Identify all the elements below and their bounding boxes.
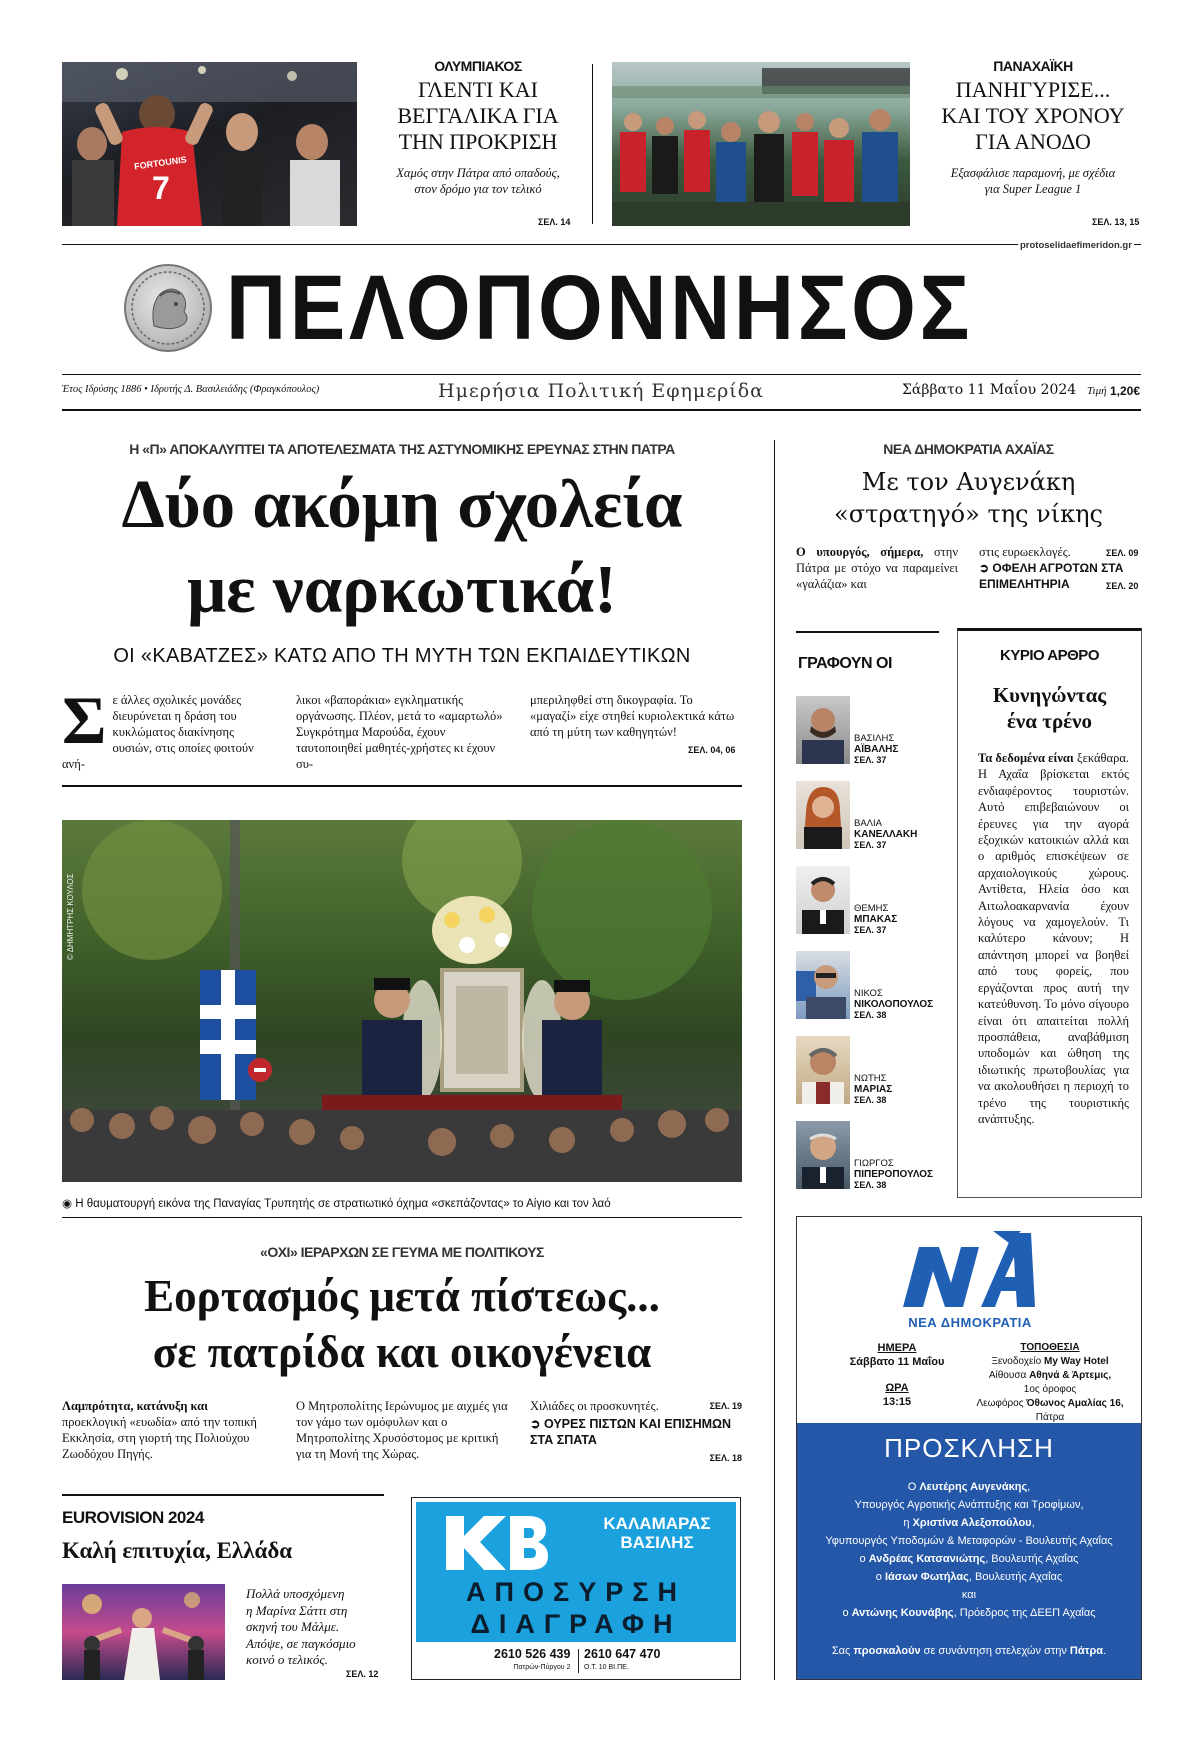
writers-title: ΓΡΑΦΟΥΝ ΟΙ — [798, 655, 892, 672]
kalamaras-phone-1[interactable]: 2610 526 439 Πατρών-Πύργου 2 — [494, 1647, 571, 1671]
eurovision-headline[interactable]: Καλή επιτυχία, Ελλάδα — [62, 1538, 293, 1563]
masthead-date: Σάββατο 11 Μαΐου 2024 — [902, 382, 1077, 398]
right-page-1: ΣΕΛ. 09 — [1106, 548, 1139, 558]
lead-headline[interactable]: Δύο ακόμη σχολεία με ναρκωτικά! — [121, 466, 683, 627]
lead-page: ΣΕΛ. 04, 06 — [688, 745, 736, 755]
writer-marias[interactable]: ΝΩΤΗΣ ΜΑΡΙΑΣ ΣΕΛ. 38 — [796, 1036, 956, 1106]
writer-bakas[interactable]: ΘΕΜΗΣ ΜΠΑΚΑΣ ΣΕΛ. 37 — [796, 866, 956, 936]
top-right-page: ΣΕΛ. 13, 15 — [1092, 217, 1140, 227]
camera-icon: ◉ — [62, 1198, 76, 1210]
writer-photo — [796, 696, 850, 764]
arrow-icon: ➲ — [530, 1417, 544, 1431]
kalamaras-phone-2[interactable]: 2610 647 470 Ο.Τ. 10 ΒΙ.ΠΕ. — [584, 1647, 661, 1671]
top-right-headline: ΠΑΝΗΓΥΡΙΣΕ... ΚΑΙ ΤΟΥ ΧΡΟΝΟΥ ΓΙΑ ΑΝΟΔΟ — [941, 77, 1125, 154]
kalamaras-services: ΑΠΟΣΥΡΣΗ ΔΙΑΓΡΑΦΗ — [466, 1577, 686, 1639]
eurovision-photo — [62, 1584, 225, 1680]
lead-subhead: ΟΙ «ΚΑΒΑΤΖΕΣ» ΚΑΤΩ ΑΠΟ ΤΗ ΜΥΤΗ ΤΩΝ ΕΚΠΑΙΔΕΥΤΙΚΩΝ — [113, 645, 691, 667]
top-right-photo — [612, 62, 910, 226]
kalamaras-name: ΚΑΛΑΜΑΡΑΣ ΒΑΣΙΛΗΣ — [603, 1514, 711, 1552]
nd-day-block: ΗΜΕΡΑ Σάββατο 11 Μαΐου ΩΡΑ 13:15 — [849, 1342, 945, 1408]
second-headline[interactable]: Εορτασμός μετά πίστεως... σε πατρίδα και οικογένεια — [144, 1271, 660, 1377]
masthead-tagline: Ημερήσια Πολιτική Εφημερίδα — [438, 380, 764, 402]
top-column-divider — [592, 64, 593, 224]
writer-photo — [796, 781, 850, 849]
writers-rule — [796, 631, 939, 633]
procession-illustration — [62, 820, 742, 1182]
eurovision-page: ΣΕΛ. 12 — [346, 1669, 379, 1679]
writer-photo — [796, 1036, 850, 1104]
masthead-price: 1,20€ — [1110, 384, 1141, 398]
nd-invite-title: ΠΡΟΣΚΛΗΣΗ — [884, 1433, 1054, 1463]
right-text-2: στις ευρωεκλογές. — [979, 545, 1071, 559]
eurovision-text: Πολλά υποσχόμενη η Μαρίνα Σάττι στη σκηνή του Μάλμε. Απόψε, σε παγκόσμιο κοινό ο τελικός. — [246, 1586, 356, 1667]
top-left-story[interactable] — [368, 58, 588, 197]
right-headline[interactable]: Με τον Αυγενάκη «στρατηγό» της νίκης — [834, 468, 1103, 528]
lead-col-1: ε άλλες σχολικές μονάδες διευρύνεται η δράση του κυκλώματος διακίνησης ουσιών, στις οποίες φοιτούν ανή- — [62, 693, 254, 771]
right-text: Ο υπουργός, σήμερα, στην Πάτρα με στόχο να παραμείνει «γαλάζια» και — [796, 545, 958, 591]
editorial-label: ΚΥΡΙΟ ΑΡΘΡΟ — [1000, 647, 1099, 664]
lead-body — [62, 682, 742, 772]
arrow-icon: ➲ — [979, 561, 993, 575]
lead-dropcap: Σ — [62, 682, 107, 758]
procession-photo — [62, 820, 742, 1182]
top-rule — [62, 244, 1141, 245]
writer-nikolopoulos[interactable]: ΝΙΚΟΣ ΝΙΚΟΛΟΠΟΥΛΟΣ ΣΕΛ. 38 — [796, 951, 956, 1021]
kalamaras-ad[interactable] — [411, 1497, 741, 1680]
photo-credit: © ΔΗΜΗΤΡΗΣ ΚΟΥΛΟΣ — [66, 873, 75, 960]
writer-piperopoulos[interactable]: ΓΙΩΡΓΟΣ ΠΙΠΕΡΟΠΟΥΛΟΣ ΣΕΛ. 38 — [796, 1121, 956, 1191]
top-left-deck: Χαμός στην Πάτρα από οπαδούς, στον δρόμο για τον τελικό — [396, 166, 560, 196]
second-kicker: «ΟΧΙ» ΙΕΡΑΡΧΩΝ ΣΕ ΓΕΥΜΑ ΜΕ ΠΟΛΙΤΙΚΟΥΣ — [260, 1244, 544, 1260]
writer-kanellaki[interactable]: ΒΑΛΙΑ ΚΑΝΕΛΛΑΚΗ ΣΕΛ. 37 — [796, 781, 956, 851]
top-left-page: ΣΕΛ. 14 — [538, 217, 571, 227]
kb-logo-icon — [440, 1512, 550, 1574]
team-illustration — [612, 62, 910, 226]
masthead-rule-bottom — [62, 409, 1141, 411]
fans-illustration — [62, 62, 357, 226]
lead-kicker: Η «Π» ΑΠΟΚΑΛΥΠΤΕΙ ΤΑ ΑΠΟΤΕΛΕΣΜΑΤΑ ΤΗΣ ΑΣΤΥΝΟΜΙΚΗΣ ΕΡΕΥΝΑΣ ΣΤΗΝ ΠΑΤΡΑ — [129, 441, 675, 457]
right-page-2: ΣΕΛ. 20 — [1106, 581, 1139, 591]
right-teaser: ➲ ΟΦΕΛΗ ΑΓΡΟΤΩΝ ΣΤΑ ΕΠΙΜΕΛΗΤΗΡΙΑ — [979, 561, 1124, 591]
masthead-rule-top — [62, 374, 1141, 375]
main-column-divider — [774, 440, 775, 1680]
photo-caption: ◉ Η θαυματουργή εικόνα της Παναγίας Τρυπητής σε στρατιωτικό όχημα «σκεπάζοντας» το Αίγιο και τον λαό — [62, 1198, 611, 1210]
nd-logo-text: ΝΕΑ ΔΗΜΟΚΡΑΤΙΑ — [908, 1315, 1032, 1330]
masthead-title: ΠΕΛΟΠΟΝΝΗΣΟΣ — [226, 257, 974, 359]
second-col-2: Ο Μητροπολίτης Ιερώνυμος με αιχμές για τον γάμο των ομόφυλων και ο Μητροπολίτης Χρυσόστομος με κριτική για τη Μονή της Χώρας. — [296, 1399, 508, 1461]
caption-rule — [62, 1217, 742, 1218]
shirt-number: 7 — [152, 170, 170, 206]
top-left-photo — [62, 62, 357, 226]
masthead-founded: Έτος Ιδρύσης 1886 • Ιδρυτής Δ. Βασιλειάδης (Φραγκόπουλος) — [62, 384, 320, 395]
second-col-3: Χιλιάδες οι προσκυνητές. ΣΕΛ. 19 ➲ ΟΥΡΕΣ ΠΙΣΤΩΝ ΚΑΙ ΕΠΙΣΗΜΩΝ ΣΤΑ ΣΠΑΤΑ ΣΕΛ. 18 — [530, 1399, 742, 1463]
writer-photo — [796, 1121, 850, 1189]
lead-bottom-rule — [62, 785, 742, 787]
eurovision-rule — [62, 1494, 384, 1496]
writer-photo — [796, 866, 850, 934]
editorial-box[interactable] — [957, 628, 1142, 1198]
writers-list — [796, 696, 956, 1196]
writer-photo — [796, 951, 850, 1019]
lead-col-3: μπεριληφθεί στη δικογραφία. Το «μαγαζί» είχε στηθεί κυριολεκτικά κάτω από τη μύτη των καθηγητών! — [530, 693, 735, 739]
shirt-name: FORTOUNIS — [133, 154, 188, 172]
right-kicker: ΝΕΑ ΔΗΜΟΚΡΑΤΙΑ ΑΧΑΪΑΣ — [883, 441, 1054, 457]
nd-logo-icon — [893, 1227, 1043, 1311]
top-right-deck: Εξασφάλισε παραμονή, με σχέδια για Super League 1 — [950, 166, 1116, 196]
nd-place-block: ΤΟΠΟΘΕΣΙΑ Ξενοδοχείο My Way Hotel Αίθουσα Αθηνά & Άρτεμις, 1ος όροφος Λεωφόρος Όθωνος Αμαλίας 16, Πάτρα — [976, 1342, 1124, 1423]
eurovision-kicker: EUROVISION 2024 — [62, 1508, 204, 1527]
masthead-logo-coin — [124, 264, 212, 352]
nd-ad[interactable] — [796, 1216, 1142, 1680]
editorial-headline: Κυνηγώντας ένα τρένο — [992, 683, 1107, 733]
top-left-kicker: ΟΛΥΜΠΙΑΚΟΣ — [434, 58, 522, 74]
nd-invite-panel — [797, 1423, 1141, 1679]
coin-head-icon — [126, 266, 210, 350]
writer-aivalis[interactable]: ΒΑΣΙΛΗΣ ΑΪΒΑΛΗΣ ΣΕΛ. 37 — [796, 696, 956, 766]
top-right-kicker: ΠΑΝΑΧΑΪΚΗ — [993, 58, 1073, 74]
lead-col-2: λικοι «βαποράκια» εγκληματικής οργάνωσης. Πλέον, μετά το «αμαρτωλό» Συγκρότημα Μαρούδα, έχουν ταυτοποιηθεί μαθητές-χρήστες κι έχουν συ- — [296, 693, 503, 771]
top-left-headline: ΓΛΕΝΤΙ ΚΑΙ ΒΕΓΓΑΛΙΚΑ ΓΙΑ ΤΗΝ ΠΡΟΚΡΙΣΗ — [397, 77, 559, 154]
editorial-body: Τα δεδομένα είναι ξεκάθαρα. Η Αχαΐα βρίσκεται εκτός ενδιαφέροντος τουριστών. Αυτό επιβεβαιώνουν οι έρευνες για την αγορά εξοχικών κατοικιών αλλά και ο αριθμός επισκέψεων σε αρχαιολογικούς χώρους. Αντίθετα, Ηλεία όσο και Αιτωλοακαρνανία έχουν λόγους να χαμογελούν. Τι καλύτερο κάνουν; Η απάντηση μπορεί να βοηθεί από τους φορείς, που εργάζονται προς αυτή την κατεύθυνση. Το μόνο σίγουρο είναι ότι απαιτείται πολλή προσπάθεια, αναβάθμιση υποδομών και ώθηση της ιδιωτικής πρωτοβουλίας για να ακολουθήσει η περιοχή το τρένο της τουριστικής ανάπτυξης. — [978, 751, 1130, 1126]
nd-invite-text: Ο Λευτέρης Αυγενάκης, Υπουργός Αγροτικής Ανάπτυξης και Τροφίμων, η Χριστίνα Αλεξοπούλου, Υφυπουργός Υποδομών & Μεταφορών - Βουλευτής Αχαΐας ο Ανδρέας Κατσανιώτης, Βουλευτής Αχαΐας ο Ιάσων Φωτήλας, Βουλευτής Αχαΐας και ο Αντώνης Κουνάβης, Πρόεδρος της ΔΕΕΠ Αχαΐας Σας προσκαλούν σε συνάντηση στελεχών στην Πάτρα. — [825, 1481, 1113, 1657]
top-right-story[interactable] — [922, 58, 1144, 197]
singer-illustration — [62, 1584, 225, 1680]
watermark: protoselidaefimeridon.gr — [1020, 240, 1132, 251]
second-body — [62, 1398, 742, 1466]
masthead-price-label: Τιμή — [1087, 385, 1107, 397]
second-col-1: Λαμπρότητα, κατάνυξη και προεκλογική «ευωδία» από την τοπική Εκκλησία, στη γιορτή της Πολιούχου Ζωοδόχου Πηγής. — [62, 1399, 257, 1461]
kalamaras-divider — [578, 1649, 579, 1673]
